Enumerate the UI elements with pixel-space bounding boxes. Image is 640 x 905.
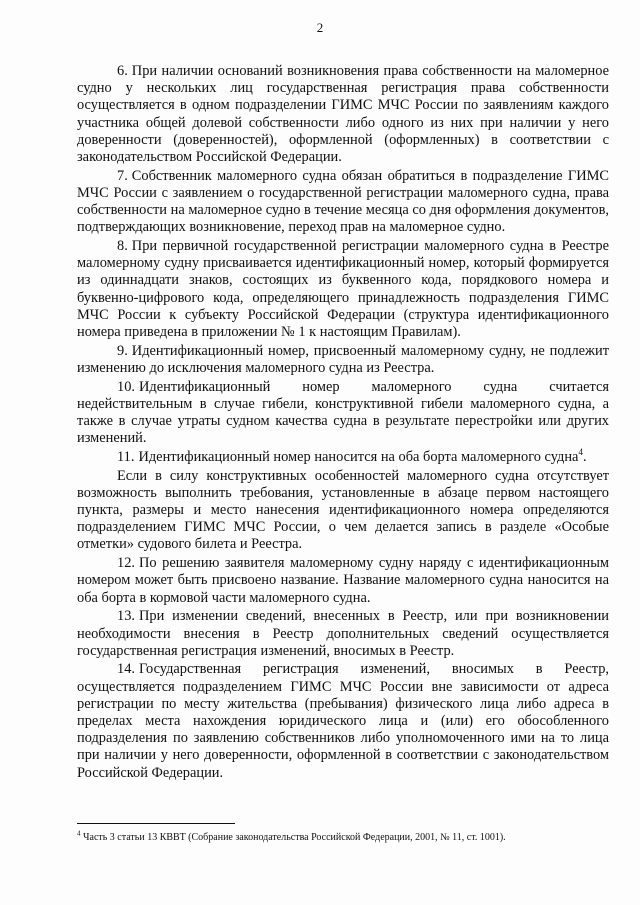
paragraph-6 xyxy=(77,63,609,166)
paragraph-11 xyxy=(77,449,609,466)
paragraph-number: 8. xyxy=(117,238,128,255)
paragraph-text: При наличии оснований возникновения права собственности на маломерное судно у нескольких лиц государственная регистрация права собственности осуществляется в одном подразделении ГИМС МЧС России по заявлениям каждого участника общей долевой собственности либо одного из них при наличии у него доверенности (доверенностей), оформленной (оформленных) в соответствии с законодательством Российской Федерации. xyxy=(77,63,609,166)
paragraph-text: Идентификационный номер наносится на оба борта маломерного судна xyxy=(138,448,579,465)
paragraph-text: Если в силу конструктивных особенностей маломерного судна отсутствует возможность выполнить требования, установленные в абзаце первом настоящего пункта, размеры и место нанесения идентификационного номера определяются подразделением ГИМС МЧС России, о чем делается запись в разделе «Особые отметки» судового билета и Реестра. xyxy=(77,467,609,553)
page-number: 2 xyxy=(316,20,324,35)
footnote xyxy=(77,829,617,844)
paragraph-number: 9. xyxy=(117,342,128,359)
paragraph-text: Собственник маломерного судна обязан обратиться в подразделение ГИМС МЧС России с заявлением о государственной регистрации маломерного судна, права собственности на маломерное судно в течение месяца со дня оформления документов, подтверждающих возникновение, переход прав на маломерное судно. xyxy=(77,167,609,236)
paragraph-text: Государственная регистрация изменений, вносимых в Реестр, осуществляется подразделением ГИМС МЧС России вне зависимости от адреса регистрации по месту жительства (пребывания) физического лица либо адреса в пределах места нахождения юридического лица и (или) его обособленного подразделения по заявлению собственников либо уполномоченного ими на то лица при наличии у него доверенности, оформленной в соответствии с законодательством Российской Федерации. xyxy=(77,661,609,781)
paragraph-text: Идентификационный номер, присвоенный маломерному судну, не подлежит изменению до исключения маломерного судна из Реестра. xyxy=(77,342,609,376)
paragraph-text: При изменении сведений, внесенных в Реестр, или при возникновении необходимости внесения в Реестр дополнительных сведений осуществляется государственная регистрация изменений, вносимых в Реестр. xyxy=(77,608,609,659)
paragraph-text: При первичной государственной регистрации маломерного судна в Реестре маломерному судну присваивается идентификационный номер, который формируется из одиннадцати знаков, состоящих из буквенного кода, порядкового номера и буквенно-цифрового кода, определяющего принадлежность подразделения ГИМС МЧС России к субъекту Российской Федерации (структура идентификационного номера приведена в приложении № 1 к настоящим Правилам). xyxy=(77,238,609,341)
footnote-reference: 4 xyxy=(578,447,583,458)
document-body xyxy=(77,63,609,783)
footnote-divider xyxy=(77,823,235,824)
paragraph-number: 11. xyxy=(117,448,135,465)
paragraph-number: 6. xyxy=(117,63,128,79)
paragraph-14 xyxy=(77,661,609,781)
paragraph-7 xyxy=(77,168,609,237)
paragraph-8 xyxy=(77,238,609,341)
paragraph-12 xyxy=(77,555,609,607)
paragraph-10 xyxy=(77,379,609,448)
paragraph-text: По решению заявителя маломерному судну наряду с идентификационным номером может быть присвоено название. Название маломерного судна наносится на оба борта в кормовой части маломерного судна. xyxy=(77,555,609,606)
footnote-marker: 4 xyxy=(77,829,81,838)
paragraph-tail: . xyxy=(582,448,587,465)
paragraph-number: 10. xyxy=(117,378,135,395)
paragraph-number: 14. xyxy=(117,661,135,678)
paragraph-13 xyxy=(77,608,609,660)
paragraph-number: 13. xyxy=(117,608,135,625)
paragraph-number: 12. xyxy=(117,555,135,572)
paragraph-number: 7. xyxy=(117,167,128,184)
paragraph-11-second-abzac xyxy=(77,468,609,554)
footnote-text: Часть 3 статьи 13 КВВТ (Собрание законодательства Российской Федерации, 2001, № 11, ст. 1001). xyxy=(83,832,506,843)
paragraph-text: Идентификационный номер маломерного судна считается недействительным в случае гибели, конструктивной гибели маломерного судна, а также в случае утраты судном качества судна в результате перестройки или других изменений. xyxy=(77,378,609,447)
paragraph-9 xyxy=(77,343,609,377)
